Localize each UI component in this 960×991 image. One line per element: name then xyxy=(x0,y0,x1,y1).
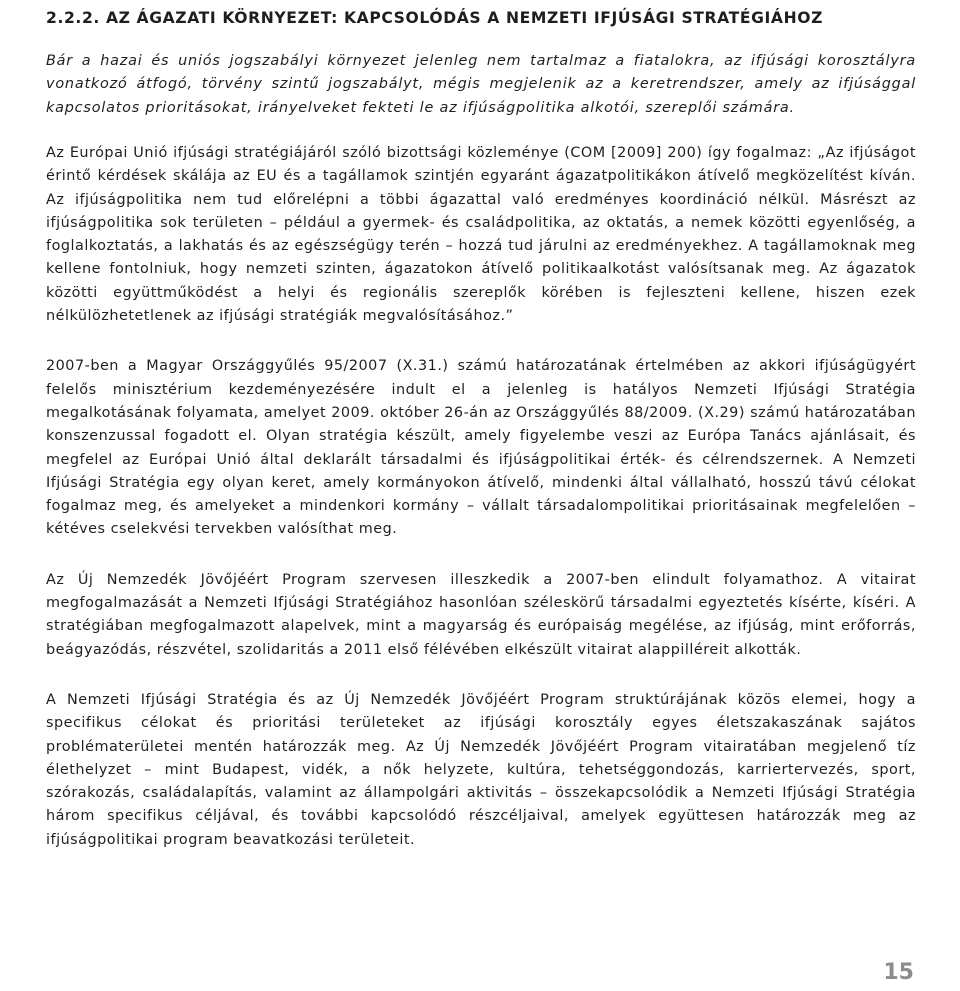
paragraph-new-generation-program: Az Új Nemzedék Jövőjéért Program szervesen illeszkedik a 2007-ben elindult folyamathoz. A vitairat megfogalmazását a Nemzeti Ifjúsági Stratégiához hasonlóan széleskörű társadalmi egyeztetés kísérte, kíséri. A stratégiában megfogalmazott alapelvek, mint a magyarság és európaiság megélése, az ifjúság, mint erőforrás, beágyazódás, részvétel, szolidaritás a 2011 első félévében elkészült vitairat alappilléreit alkották. xyxy=(46,571,916,658)
page-number: 15 xyxy=(883,960,914,985)
intro-paragraph: Bár a hazai és uniós jogszabályi környezet jelenleg nem tartalmaz a fiatalokra, az ifjúsági korosztályra vonatkozó átfogó, törvény szintű jogszabályt, mégis megjelenik az a keretrendszer, amely az ifjúsággal kapcsolatos prioritásokat, irányelveket fekteti le az ifjúságpolitika alkotói, szereplői számára. xyxy=(46,53,916,116)
section-heading: 2.2.2. AZ ÁGAZATI KÖRNYEZET: KAPCSOLÓDÁS A NEMZETI IFJÚSÁGI STRATÉGIÁHOZ xyxy=(46,9,823,27)
paragraph-common-elements: A Nemzeti Ifjúsági Stratégia és az Új Nemzedék Jövőjéért Program struktúrájának közös elemei, hogy a specifikus célokat és prioritási területeket az ifjúsági korosztály egyes életszakaszának sajátos problématerületei mentén határozzák meg. Az Új Nemzedék Jövőjéért Program vitairatában megjelenő tíz élethelyzet – mint Budapest, vidék, a nők helyzete, kultúra, tehetséggondozás, karriertervezés, sport, szórakozás, családalapítás, valamint az állampolgári aktivitás – összekapcsolódik a Nemzeti Ifjúsági Stratégia három specifikus céljával, és további kapcsolódó részcéljaival, amelyek együttesen határozzák meg az ifjúságpolitikai program beavatkozási területeit. xyxy=(46,691,916,848)
paragraph-eu-strategy: Az Európai Unió ifjúsági stratégiájáról szóló bizottsági közleménye (COM [2009] 200) így fogalmaz: „Az ifjúságot érintő kérdések skálája az EU és a tagállamok szintjén egyaránt ágazatpolitikákon átívelő megközelítést kíván. Az ifjúságpolitika nem tud előrelépni a többi ágazattal való eredményes koordináció nélkül. Másrészt az ifjúságpolitika sok területen – például a gyermek- és családpolitika, az oktatás, a nemek közötti egyenlőség, a foglalkoztatás, a lakhatás és az egészségügy terén – hozzá tud járulni az eredményekhez. A tagállamoknak meg kellene fontolniuk, hogy nemzeti szinten, ágazatokon átívelő politikaalkotást valósítsanak meg. Az ágazatok közötti együttműködést a helyi és regionális szereplők körében is fejleszteni kellene, hiszen ezek nélkülözhetetlenek az ifjúsági stratégiák megvalósításához.” xyxy=(46,145,916,325)
paragraph-national-strategy: 2007-ben a Magyar Országgyűlés 95/2007 (X.31.) számú határozatának értelmében az akkori ifjúságügyért felelős minisztérium kezdeményezésére indult el a jelenleg is hatályos Nemzeti Ifjúsági Stratégia megalkotásának folyamata, amelyet 2009. október 26-án az Országgyűlés 88/2009. (X.29) számú határozatában konszenzussal fogadott el. Olyan stratégia készült, amely figyelembe veszi az Európa Tanács ajánlásait, és megfelel az Európai Unió által deklarált társadalmi és ifjúságpolitikai érték- és célrendszernek. A Nemzeti Ifjúsági Stratégia egy olyan keret, amely kormányokon átívelő, mindenki által vállalható, hosszú távú célokat fogalmaz meg, és amelyeket a mindenkori kormány – vállalt társadalompolitikai prioritásainak megfelelően – kétéves cselekvési tervekben valósíthat meg. xyxy=(46,358,916,538)
body-text xyxy=(46,142,916,879)
